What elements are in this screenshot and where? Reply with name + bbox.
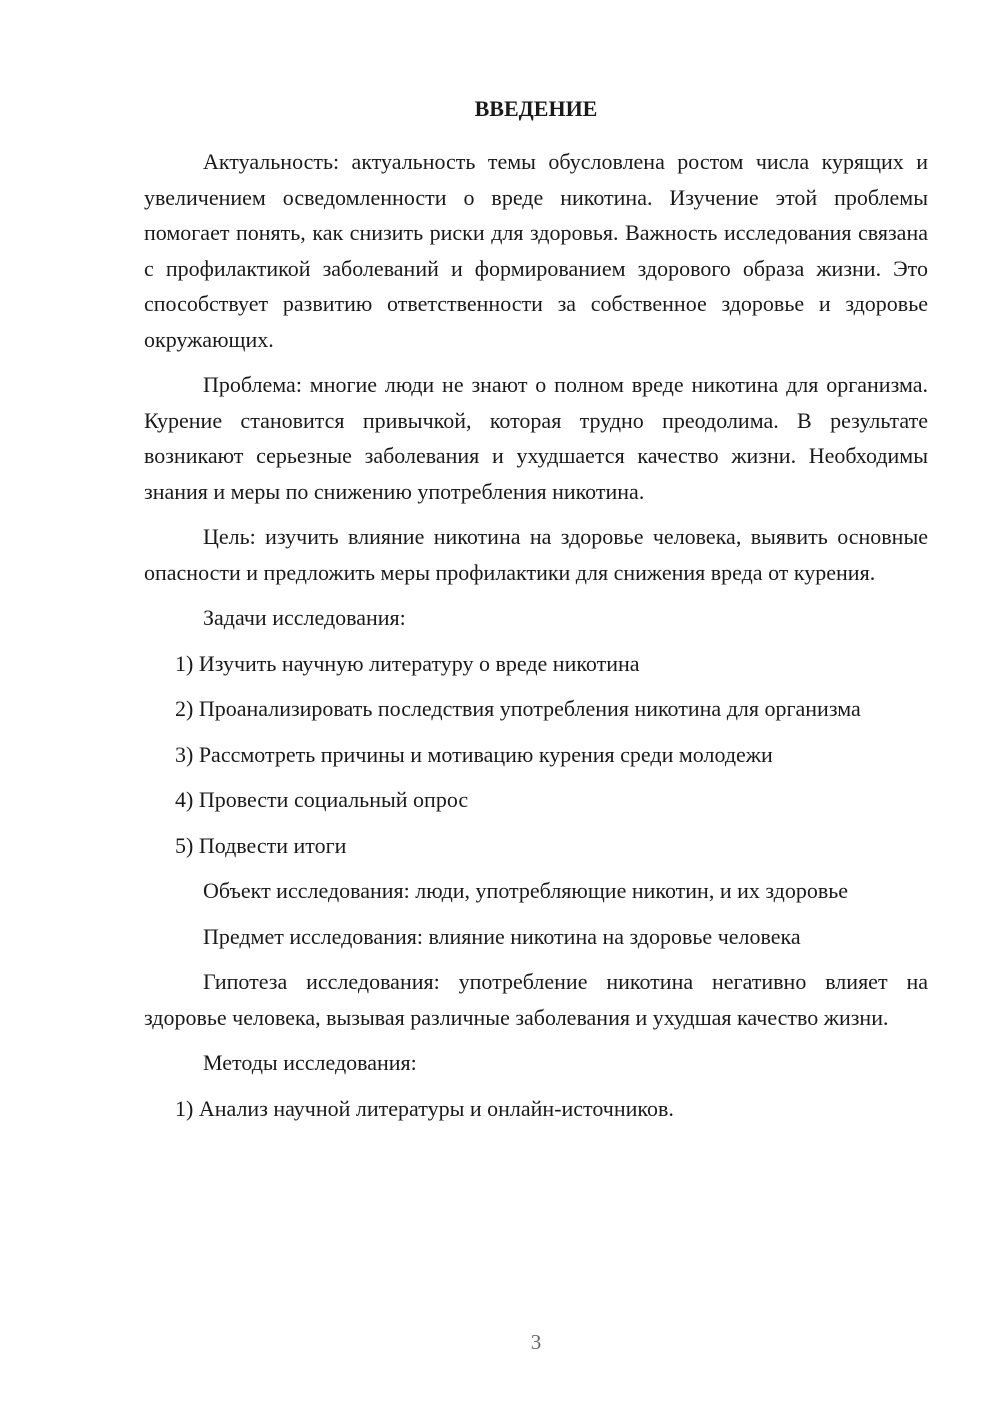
page-title: ВВЕДЕНИЕ [474, 96, 598, 121]
paragraph-problem: Проблема: многие люди не знают о полном вреде никотина для организма. Курение становится привычкой, которая трудно преодолима. В результате возникают серьезные заболевания и ухудшается качество жизни. Необходимы знания и меры по снижению употребления никотина. [144, 372, 928, 504]
method-item: 1) Анализ научной литературы и онлайн-источников. [175, 1095, 674, 1121]
methods-heading: Методы исследования: [203, 1050, 417, 1075]
paragraph-goal: Цель: изучить влияние никотина на здоровье человека, выявить основные опасности и предложить меры профилактики для снижения вреда от курения. [144, 524, 928, 585]
task-item: 4) Провести социальный опрос [175, 787, 469, 812]
paragraph-subject: Предмет исследования: влияние никотина на здоровье человека [203, 923, 801, 949]
paragraph-relevance: Актуальность: актуальность темы обусловлена ростом числа курящих и увеличением осведомленности о вреде никотина. Изучение этой проблемы помогает понять, как снизить риски для здоровья. Важность исследования связана с профилактикой заболеваний и формированием здорового образа жизни. Это способствует развитию ответственности за собственное здоровье и здоровье окружающих. [144, 149, 928, 352]
paragraph-hypothesis: Гипотеза исследования: употребление никотина негативно влияет на здоровье человека, вызывая различные заболевания и ухудшая качество жизни. [144, 969, 928, 1030]
paragraph-object: Объект исследования: люди, употребляющие никотин, и их здоровье [203, 878, 849, 903]
task-item: 1) Изучить научную литературу о вреде никотина [175, 650, 640, 676]
tasks-heading: Задачи исследования: [203, 605, 406, 630]
page-number: 3 [530, 1330, 542, 1354]
document-page [144, 94, 928, 1136]
task-item: 2) Проанализировать последствия употребления никотина для организма [175, 696, 861, 721]
task-item: 3) Рассмотреть причины и мотивацию курения среди молодежи [175, 741, 773, 767]
task-item: 5) Подвести итоги [175, 832, 347, 858]
